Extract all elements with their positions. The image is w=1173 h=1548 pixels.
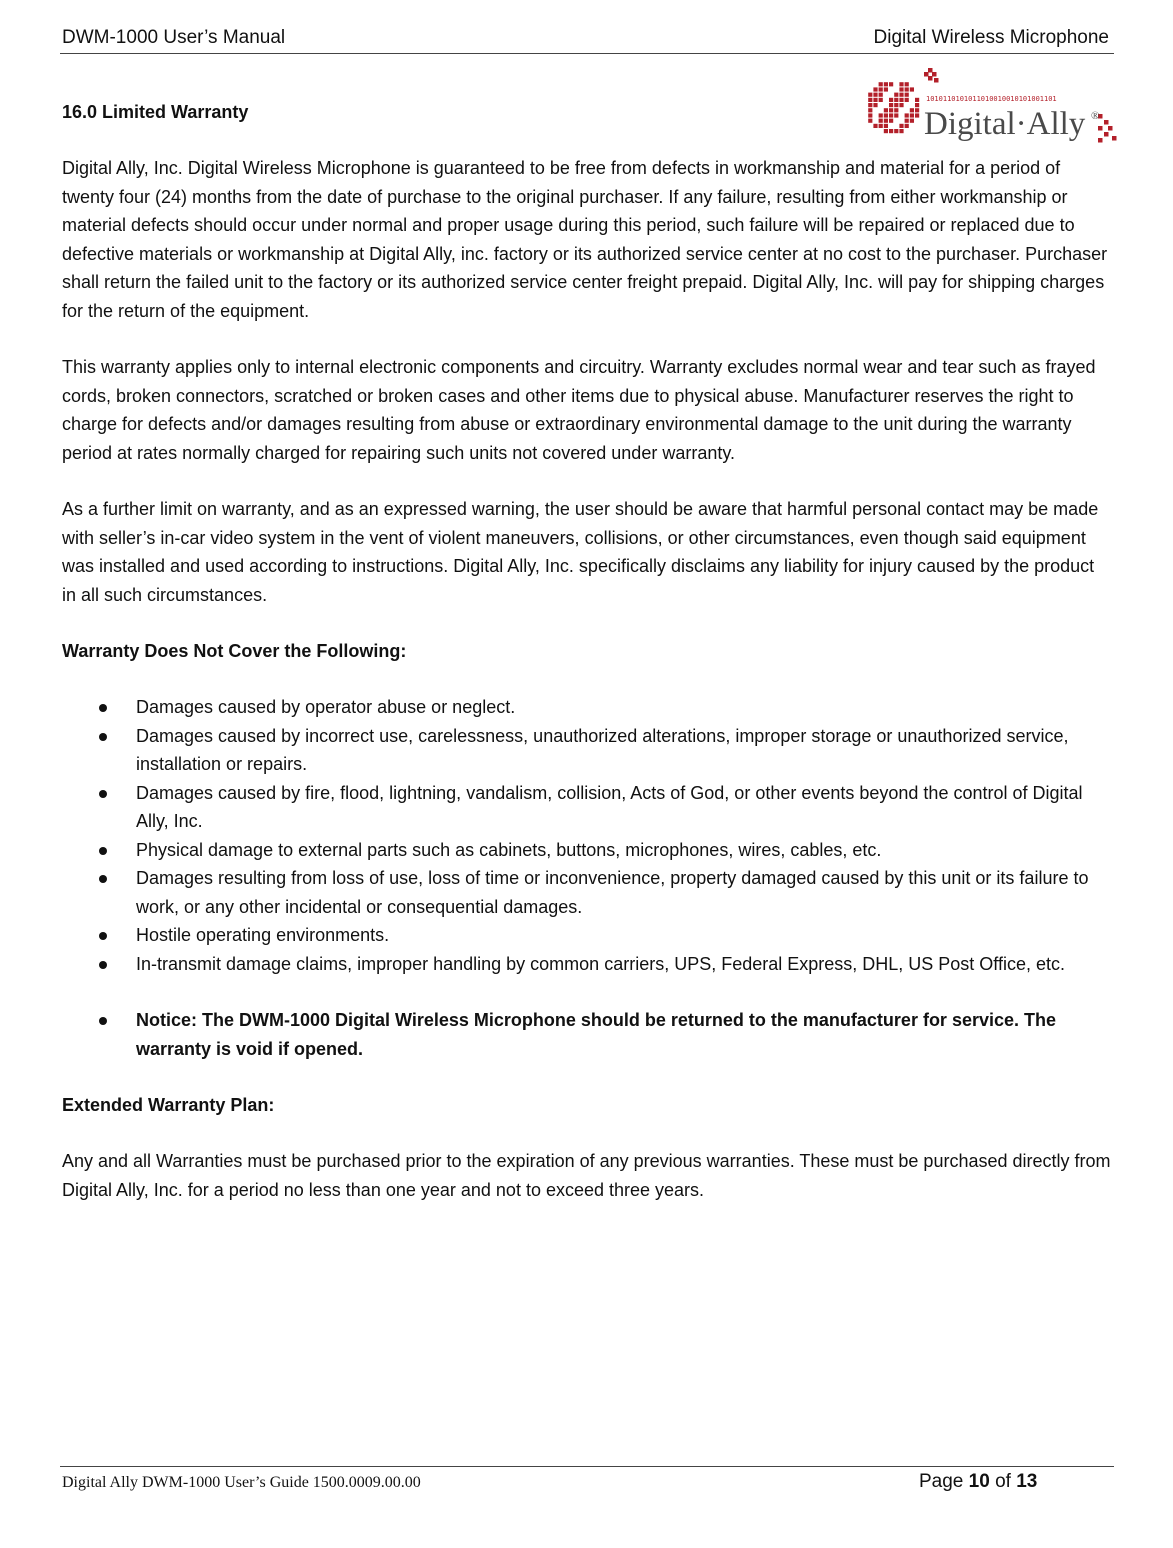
logo-square — [924, 72, 929, 77]
logo-pixel — [879, 93, 883, 97]
warranty-paragraph-3: As a further limit on warranty, and as an expressed warning, the user should be aware that harmful personal contact may be made with seller’s in-car video system in the vent of violent maneuvers, collisions, or other circumstances, even though said equipment was installed and used according to instructions. Digital Ally, Inc. specifically disclaims any liability for injury caused by the product in all such circumstances. — [62, 499, 1099, 605]
logo-pixel — [899, 82, 903, 86]
bullet-icon — [99, 704, 107, 712]
list-item: Physical damage to external parts such as cabinets, buttons, microphones, wires, cables, etc. — [62, 836, 1112, 865]
logo-binary-strip: 1010110101011010010010101001101 — [926, 95, 1057, 103]
logo-pixel — [894, 87, 898, 91]
warranty-paragraph-2: This warranty applies only to internal electronic components and circuitry. Warranty excludes normal wear and tear such as frayed cords, broken connectors, scratched or broken cases and other items due to physical abuse. Manufacturer reserves the right to charge for defects and/or damages resulting from abuse or extraordinary environmental damage to the unit during the warranty period at rates normally charged for repairing such units not covered under warranty. — [62, 357, 1096, 463]
logo-pixel — [899, 93, 903, 97]
logo-pixel — [889, 82, 893, 86]
logo-pixel — [884, 93, 888, 97]
logo-pixel — [889, 93, 893, 97]
list-item: Damages caused by incorrect use, carelessness, unauthorized alterations, improper storage or unauthorized service, installation or repairs. — [62, 722, 1112, 779]
logo-square — [1112, 136, 1117, 141]
logo-pixel — [905, 87, 909, 91]
page-label: Page — [919, 1471, 964, 1492]
extended-warranty-text: Any and all Warranties must be purchased prior to the expiration of any previous warranties. These must be purchased directly from Digital Ally, Inc. for a period no less than one year and not to exceed three years. — [62, 1151, 1111, 1200]
warranty-paragraph-1: Digital Ally, Inc. Digital Wireless Microphone is guaranteed to be free from defects in workmanship and material for a period of twenty four (24) months from the date of purchase to the original purchaser. If any failure, resulting from either workmanship or material defects should occur under normal and proper usage during this period, such failure will be repaired or replaced due to defective materials or workmanship at Digital Ally, inc. factory or its authorized service center at no cost to the purchaser. Purchaser shall return the failed unit to the factory or its authorized service center freight prepaid. Digital Ally, Inc. will pay for shipping charges for the return of the equipment. — [62, 158, 1108, 321]
logo-square — [928, 76, 933, 81]
list-item: Damages caused by operator abuse or neglect. — [62, 693, 1112, 722]
page-current: 10 — [968, 1471, 990, 1492]
logo-pixel — [879, 87, 883, 91]
logo-pixel — [868, 93, 872, 97]
bullet-icon — [99, 1017, 107, 1025]
logo-brand-name: Digital·Ally — [924, 106, 1086, 142]
notice-list — [62, 1006, 1112, 1063]
notice-item: Notice: The DWM-1000 Digital Wireless Microphone should be returned to the manufacturer for service. The warranty is void if opened. — [62, 1006, 1112, 1063]
list-item: In-transmit damage claims, improper handling by common carriers, UPS, Federal Express, DHL, US Post Office, etc. — [62, 950, 1112, 979]
list-item: Damages caused by fire, flood, lightning, vandalism, collision, Acts of God, or other events beyond the control of Digital Ally, Inc. — [62, 779, 1112, 836]
logo-pixel — [910, 87, 914, 91]
logo-pixel — [905, 93, 909, 97]
section-title: 16.0 Limited Warranty — [62, 102, 249, 122]
main-content — [62, 98, 1112, 1204]
logo-pixel — [873, 87, 877, 91]
logo-pixel — [899, 87, 903, 91]
logo-pixel — [910, 93, 914, 97]
not-covered-list — [62, 693, 1112, 978]
bullet-icon — [99, 733, 107, 741]
logo-pixel — [905, 82, 909, 86]
header-divider — [60, 53, 1114, 54]
not-covered-heading: Warranty Does Not Cover the Following: — [62, 641, 407, 661]
footer-document-id: Digital Ally DWM-1000 User’s Guide 1500.0009.00.00 — [62, 1474, 421, 1491]
logo-square — [934, 78, 939, 83]
bullet-icon — [99, 790, 107, 798]
logo-pixel — [884, 82, 888, 86]
page-number — [919, 1470, 1037, 1494]
footer-divider — [60, 1466, 1114, 1467]
bullet-icon — [99, 847, 107, 855]
header-product-name: Digital Wireless Microphone — [873, 27, 1109, 48]
logo-pixel — [889, 87, 893, 91]
bullet-icon — [99, 932, 107, 940]
list-item: Hostile operating environments. — [62, 921, 1112, 950]
page-of-label: of — [995, 1471, 1011, 1492]
logo-pixel — [884, 87, 888, 91]
extended-warranty-heading: Extended Warranty Plan: — [62, 1095, 275, 1115]
page-total: 13 — [1016, 1471, 1038, 1492]
bullet-icon — [99, 875, 107, 883]
header-document-title: DWM-1000 User’s Manual — [62, 27, 286, 48]
logo-registered-mark: ® — [1091, 110, 1100, 122]
logo-pixel — [873, 93, 877, 97]
logo-pixel — [894, 93, 898, 97]
logo-square — [932, 72, 937, 77]
logo-pixel — [894, 82, 898, 86]
logo-square — [928, 68, 933, 73]
list-item: Damages resulting from loss of use, loss of time or inconvenience, property damaged caused by this unit or its failure to work, or any other incidental or consequential damages. — [62, 864, 1112, 921]
bullet-icon — [99, 961, 107, 969]
logo-pixel — [879, 82, 883, 86]
